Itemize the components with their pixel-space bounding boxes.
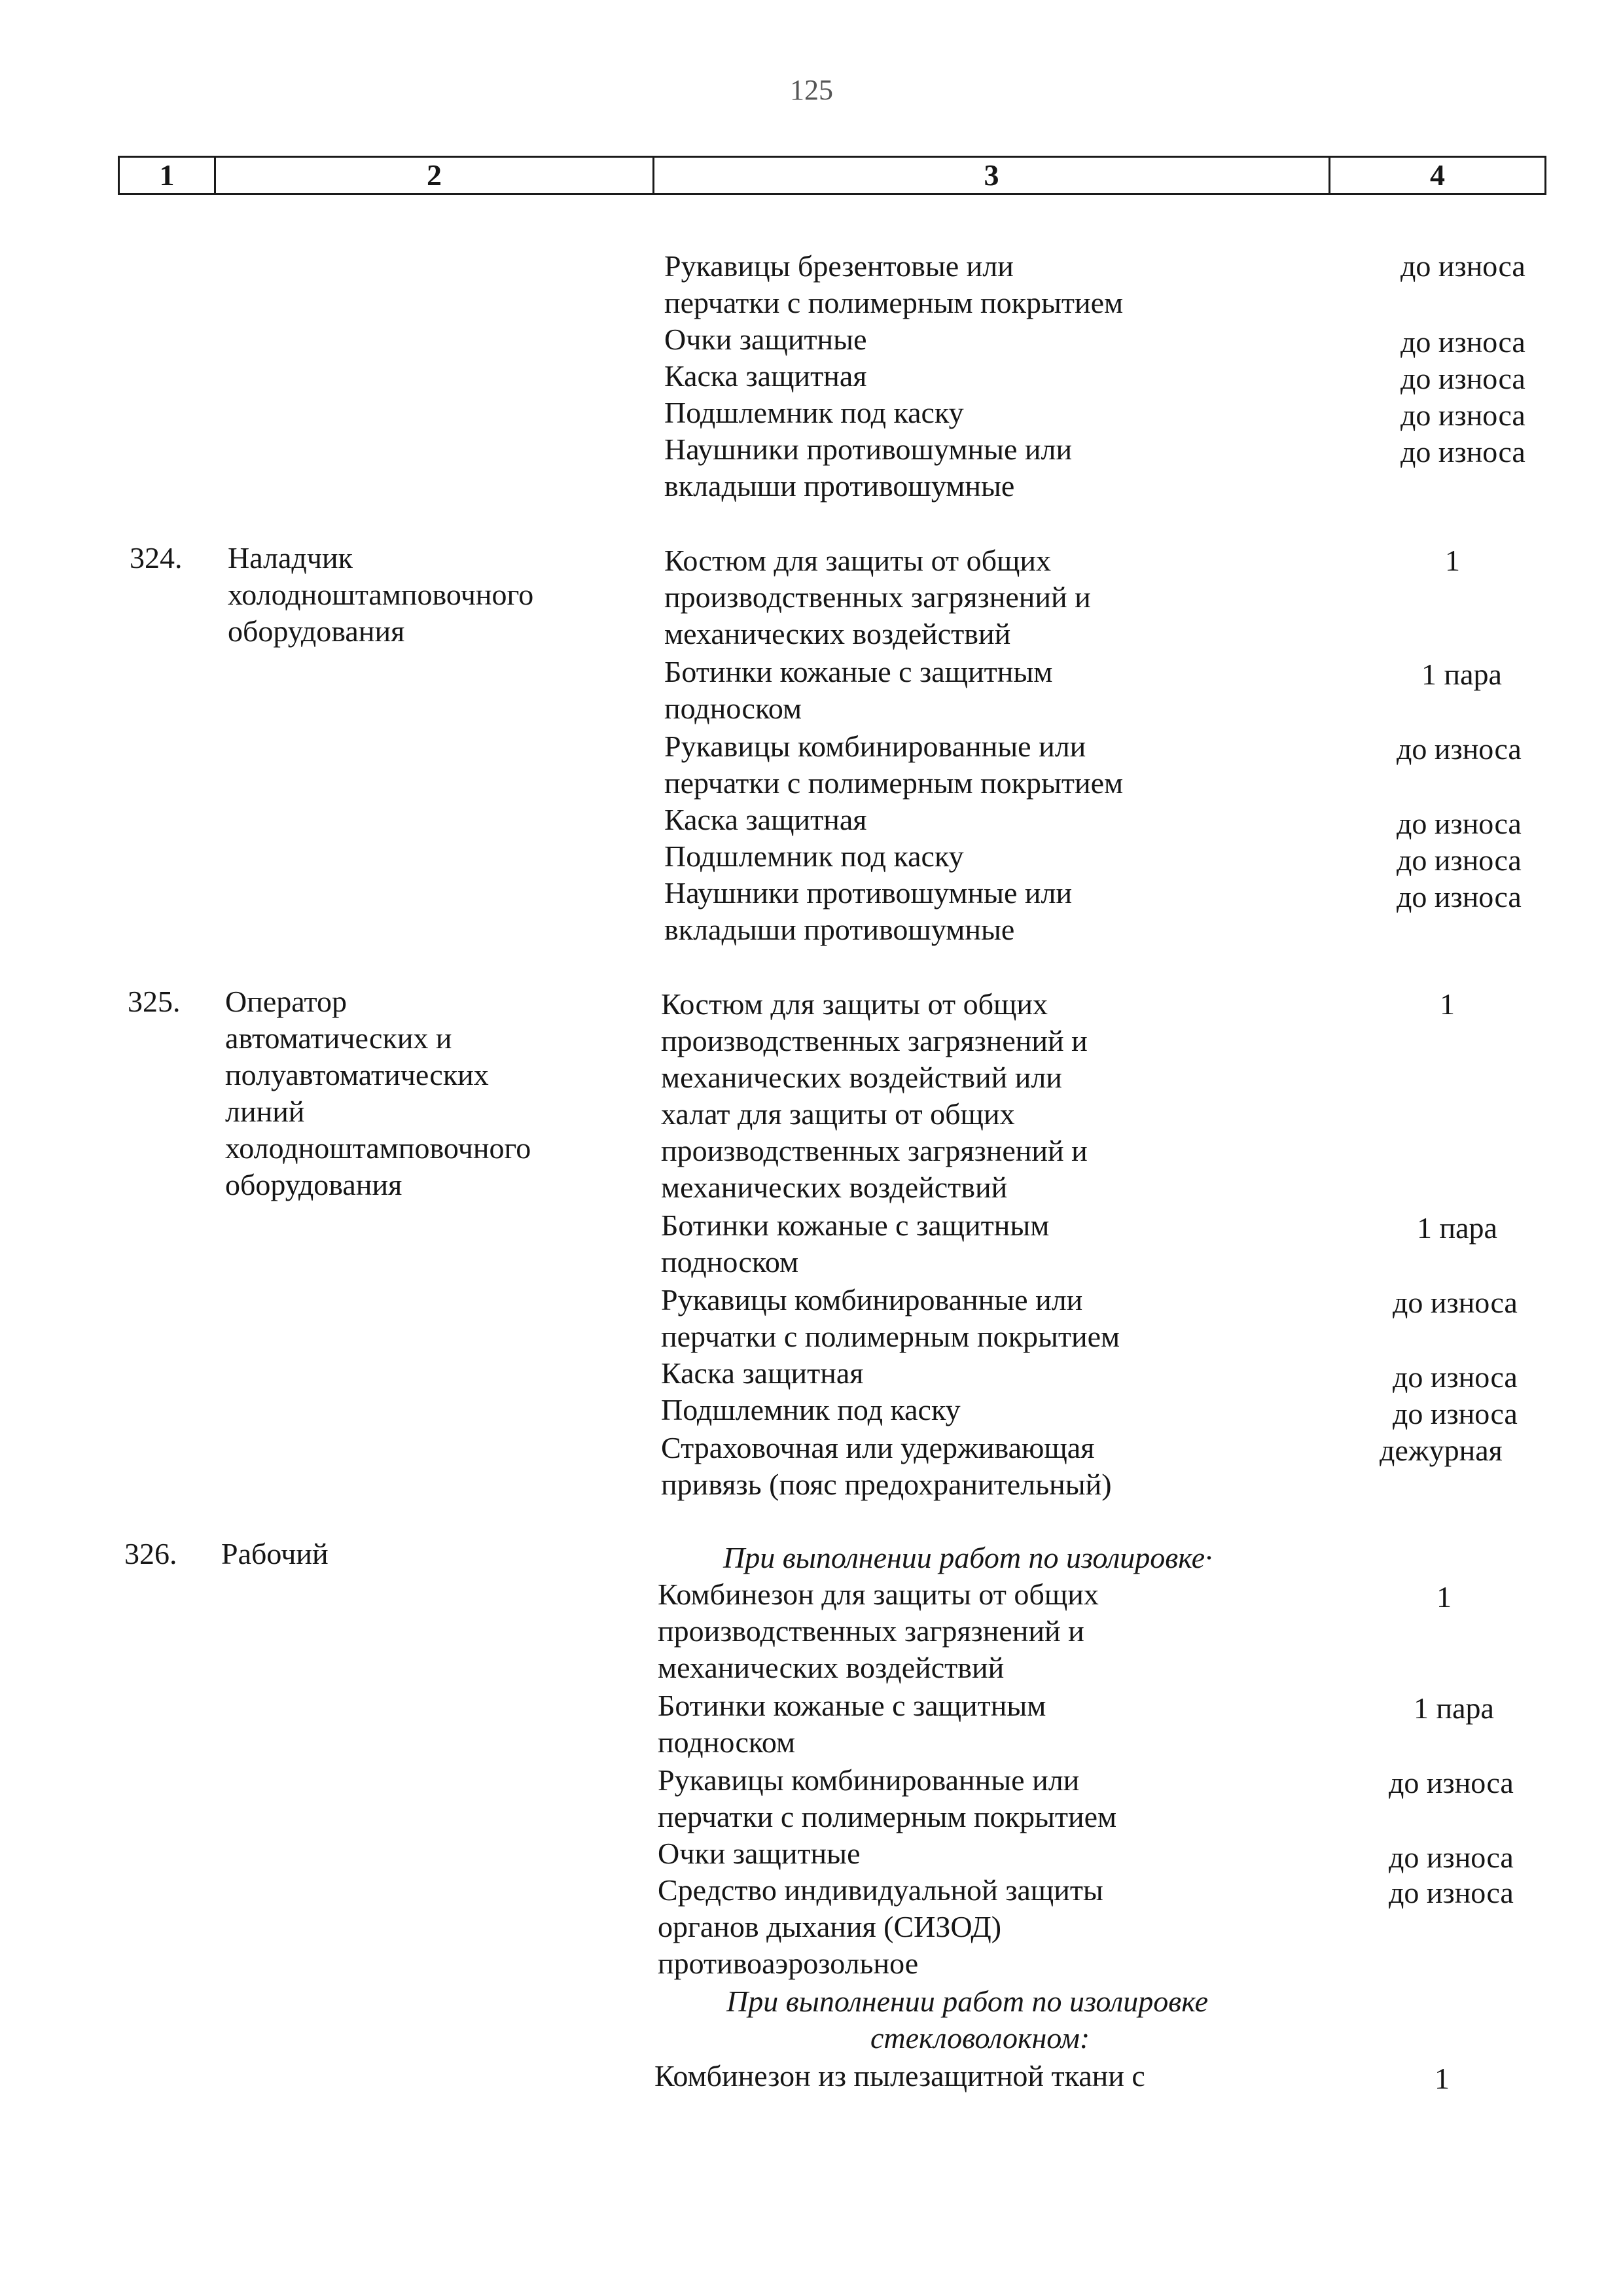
ppe-item-text: Комбинезон для защиты от общих: [658, 1578, 1099, 1611]
issue-norm: до износа: [1393, 1360, 1518, 1394]
ppe-item-text: Наушники противошумные или: [664, 876, 1073, 910]
issue-norm: до износа: [1397, 732, 1522, 766]
issue-norm: до износа: [1397, 807, 1522, 840]
ppe-item-text: вкладыши противошумные: [664, 913, 1015, 946]
issue-norm: до износа: [1400, 325, 1525, 359]
issue-norm: до износа: [1389, 1766, 1514, 1799]
ppe-item-text: механических воздействий: [664, 617, 1011, 650]
ppe-item-text: подноском: [661, 1245, 799, 1279]
ppe-item-text: производственных загрязнений и: [661, 1134, 1088, 1167]
ppe-item-text: перчатки с полимерным покрытием: [664, 766, 1124, 800]
profession-text: полуавтоматических: [225, 1058, 489, 1091]
issue-norm: до износа: [1389, 1841, 1514, 1874]
profession-text: оборудования: [228, 614, 405, 648]
section-heading: При выполнении работ по изолировке·: [723, 1541, 1213, 1574]
column-header-3: 3: [654, 157, 1330, 194]
issue-norm: до износа: [1393, 1397, 1518, 1430]
profession-text: Рабочий: [221, 1537, 329, 1570]
issue-norm: до износа: [1400, 398, 1525, 432]
issue-norm: до износа: [1389, 1876, 1514, 1909]
ppe-item-text: подноском: [658, 1725, 796, 1759]
issue-norm: до износа: [1400, 362, 1525, 395]
ppe-item-text: Костюм для защиты от общих: [664, 544, 1052, 577]
issue-norm: дежурная: [1380, 1434, 1503, 1467]
ppe-item-text: Каска защитная: [664, 803, 867, 836]
ppe-item-text: перчатки с полимерным покрытием: [658, 1800, 1117, 1833]
ppe-item-text: халат для защиты от общих: [661, 1097, 1015, 1131]
profession-text: холодноштамповочного: [228, 578, 534, 611]
ppe-item-text: Наушники противошумные или: [664, 433, 1073, 466]
ppe-item-text: Рукавицы комбинированные или: [661, 1283, 1083, 1316]
ppe-item-text: Рукавицы комбинированные или: [658, 1763, 1080, 1797]
column-header-row: [118, 156, 1546, 195]
profession-text: Наладчик: [228, 541, 353, 574]
row-number: 324.: [130, 541, 183, 574]
ppe-item-text: Средство индивидуальной защиты: [658, 1873, 1103, 1907]
issue-norm: до износа: [1400, 435, 1525, 468]
ppe-item-text: перчатки с полимерным покрытием: [661, 1320, 1120, 1353]
issue-norm: 1 пара: [1414, 1691, 1494, 1725]
column-header-4: 4: [1330, 157, 1546, 194]
ppe-item-text: механических воздействий: [661, 1171, 1008, 1204]
ppe-item-text: перчатки с полимерным покрытием: [664, 286, 1124, 319]
issue-norm: до износа: [1393, 1286, 1518, 1319]
page-number: 125: [790, 74, 833, 106]
issue-norm: до износа: [1397, 843, 1522, 877]
ppe-item-text: механических воздействий или: [661, 1061, 1062, 1094]
ppe-item-text: механических воздействий: [658, 1651, 1005, 1684]
ppe-item-text: Ботинки кожаные с защитным: [658, 1689, 1046, 1722]
section-heading: стекловолокном:: [870, 2021, 1090, 2055]
section-heading: При выполнении работ по изолировке: [726, 1985, 1209, 2018]
ppe-item-text: Костюм для защиты от общих: [661, 987, 1048, 1021]
ppe-item-text: Каска защитная: [664, 359, 867, 393]
issue-norm: 1: [1440, 987, 1455, 1021]
ppe-item-text: Подшлемник под каску: [664, 396, 964, 429]
issue-norm: 1: [1435, 2062, 1450, 2095]
ppe-item-text: вкладыши противошумные: [664, 469, 1015, 503]
ppe-item-text: подноском: [664, 692, 802, 725]
issue-norm: 1 пара: [1417, 1211, 1497, 1245]
profession-text: линий: [225, 1095, 305, 1128]
row-number: 326.: [124, 1537, 177, 1570]
column-header-1: 1: [119, 157, 215, 194]
ppe-item-text: привязь (пояс предохранительный): [661, 1468, 1112, 1501]
profession-text: Оператор: [225, 985, 347, 1018]
ppe-item-text: производственных загрязнений и: [658, 1614, 1084, 1648]
issue-norm: 1: [1436, 1580, 1452, 1614]
ppe-item-text: Подшлемник под каску: [661, 1393, 961, 1426]
ppe-item-text: Рукавицы комбинированные или: [664, 730, 1086, 763]
ppe-item-text: противоаэрозольное: [658, 1947, 919, 1980]
ppe-item-text: Каска защитная: [661, 1356, 864, 1390]
ppe-item-text: Ботинки кожаные с защитным: [661, 1209, 1050, 1242]
ppe-item-text: Подшлемник под каску: [664, 839, 964, 873]
ppe-item-text: производственных загрязнений и: [661, 1024, 1088, 1057]
profession-text: оборудования: [225, 1168, 402, 1201]
ppe-item-text: органов дыхания (СИЗОД): [658, 1910, 1002, 1943]
ppe-item-text: Комбинезон из пылезащитной ткани с: [654, 2059, 1145, 2093]
issue-norm: до износа: [1400, 249, 1525, 283]
profession-text: холодноштамповочного: [225, 1131, 531, 1165]
ppe-item-text: Очки защитные: [658, 1837, 861, 1870]
ppe-item-text: производственных загрязнений и: [664, 580, 1091, 614]
row-number: 325.: [128, 985, 181, 1018]
issue-norm: 1: [1445, 544, 1460, 577]
ppe-item-text: Очки защитные: [664, 323, 867, 356]
ppe-item-text: Ботинки кожаные с защитным: [664, 655, 1053, 688]
issue-norm: до износа: [1397, 880, 1522, 913]
profession-text: автоматических и: [225, 1021, 452, 1055]
ppe-item-text: Страховочная или удерживающая: [661, 1431, 1095, 1464]
ppe-item-text: Рукавицы брезентовые или: [664, 249, 1014, 283]
column-header-2: 2: [215, 157, 654, 194]
issue-norm: 1 пара: [1421, 658, 1502, 691]
